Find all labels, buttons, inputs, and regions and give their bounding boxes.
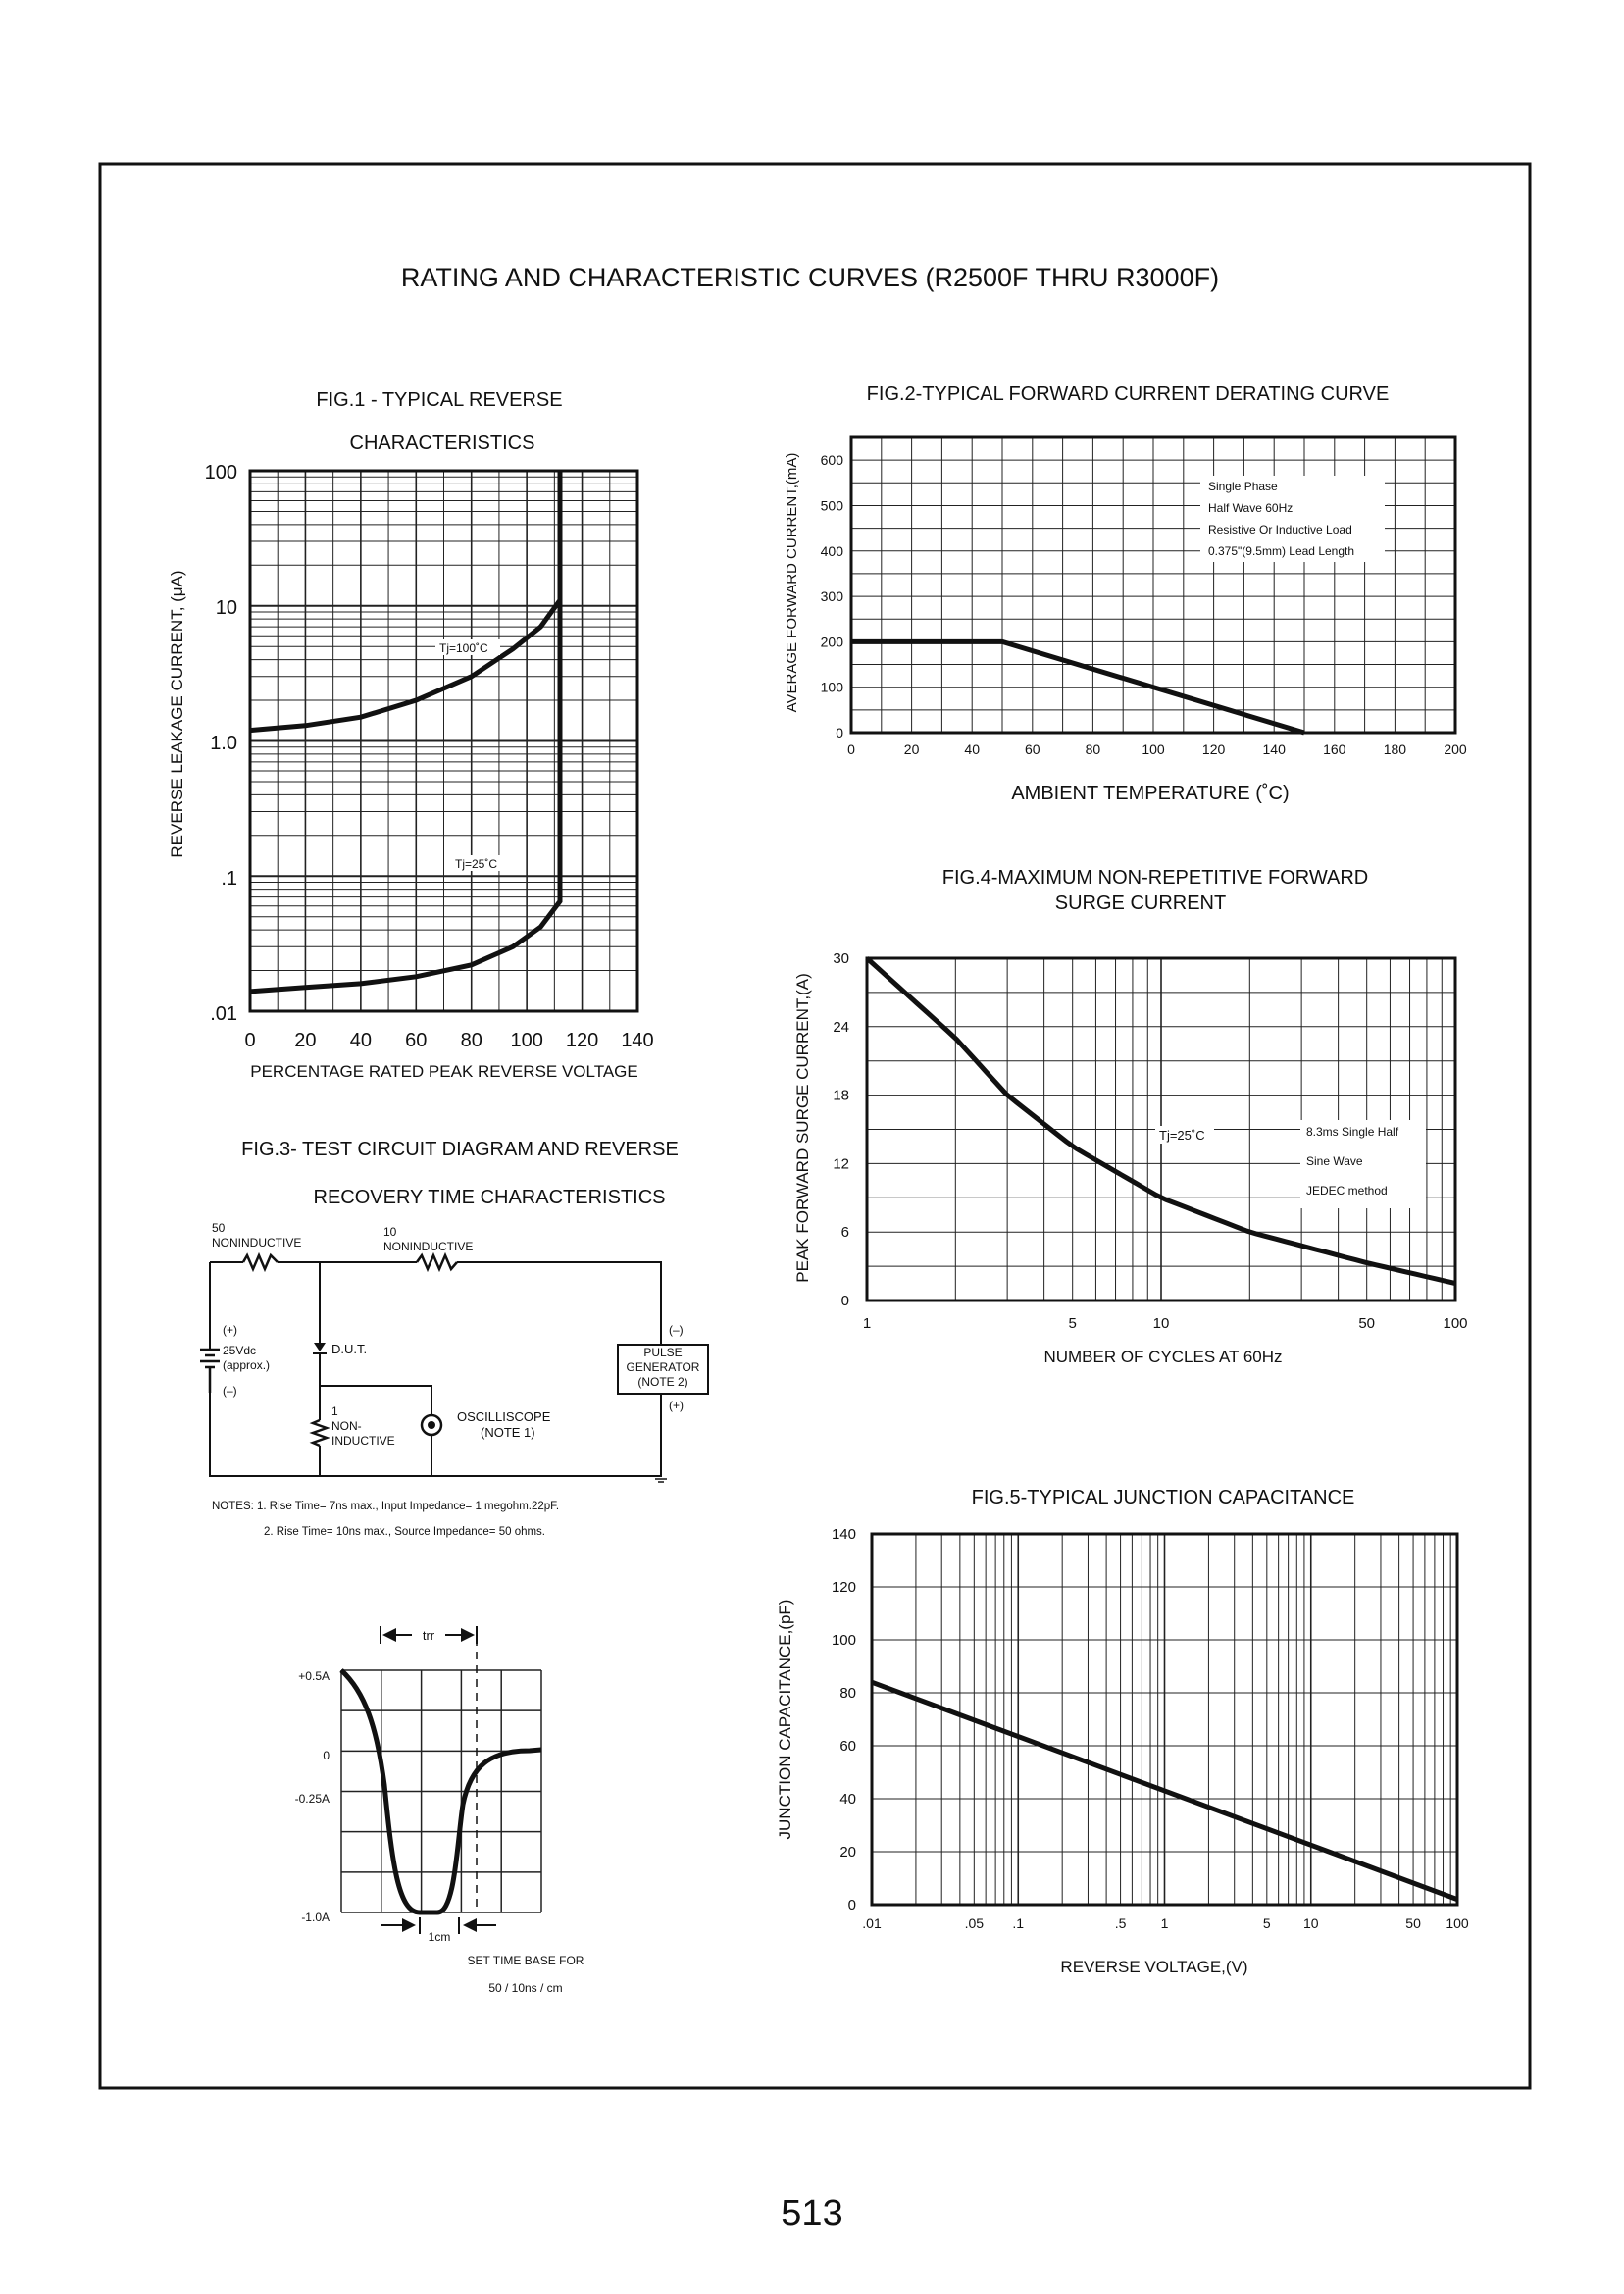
source-value-label: 25Vdc xyxy=(223,1344,257,1357)
level-0: 0 xyxy=(323,1749,330,1762)
fig5-xtick-label: 10 xyxy=(1302,1915,1319,1931)
fig4-ytick-label: 18 xyxy=(833,1087,849,1104)
battery-symbol xyxy=(200,1350,220,1393)
fig1-xtick-label: 140 xyxy=(621,1030,654,1051)
fig1-ytick-100: 100 xyxy=(204,462,237,484)
fig4-title-line1: FIG.4-MAXIMUM NON-REPETITIVE FORWARD xyxy=(941,867,1369,889)
fig5-ytick-label: 80 xyxy=(839,1685,856,1702)
circuit-wires xyxy=(210,1262,661,1476)
source-minus-label: (–) xyxy=(223,1384,237,1398)
fig4-x-tick-labels xyxy=(863,1315,1468,1332)
fig4-ytick-label: 30 xyxy=(833,950,849,967)
fig2-xtick-label: 200 xyxy=(1444,741,1467,757)
ground-symbol xyxy=(655,1479,667,1482)
fig2-xtick-label: 80 xyxy=(1085,741,1101,757)
fig5-junction-capacitance-chart xyxy=(776,1487,1469,1976)
one-cm-label: 1cm xyxy=(428,1930,451,1944)
fig2-ytick-label: 0 xyxy=(836,725,843,740)
fig1-ytick-1: 1.0 xyxy=(210,733,237,754)
oscilloscope-symbol xyxy=(422,1415,441,1435)
fig4-note-1: 8.3ms Single Half xyxy=(1306,1125,1399,1139)
pulse-generator-label-3: (NOTE 2) xyxy=(637,1375,688,1389)
pulse-generator-label-1: PULSE xyxy=(643,1346,683,1359)
fig2-note-3: Resistive Or Inductive Load xyxy=(1208,523,1352,536)
pulse-generator-label-2: GENERATOR xyxy=(626,1360,700,1374)
fig5-xtick-label: 100 xyxy=(1446,1915,1469,1931)
fig5-xtick-label: .5 xyxy=(1114,1915,1127,1931)
fig4-ytick-label: 12 xyxy=(833,1155,849,1173)
fig4-x-axis-label: NUMBER OF CYCLES AT 60Hz xyxy=(1043,1348,1283,1366)
fig5-y-axis-label: JUNCTION CAPACITANCE,(pF) xyxy=(776,1599,794,1840)
r3-type-label-1: NON- xyxy=(331,1419,362,1433)
resistor-r1 xyxy=(243,1255,278,1269)
fig3-test-circuit-diagram xyxy=(200,1139,708,1995)
fig2-xtick-label: 180 xyxy=(1383,741,1407,757)
source-plus-label: (+) xyxy=(223,1323,237,1337)
fig2-derating-chart xyxy=(784,383,1467,804)
fig5-xtick-label: 5 xyxy=(1262,1915,1271,1931)
fig2-xtick-label: 0 xyxy=(847,741,855,757)
fig5-x-axis-label: REVERSE VOLTAGE,(V) xyxy=(1060,1958,1248,1976)
fig5-xtick-label: .01 xyxy=(862,1915,882,1931)
fig5-xtick-label: 50 xyxy=(1405,1915,1421,1931)
timebase-label-2: 50 / 10ns / cm xyxy=(488,1981,563,1995)
fig5-ytick-label: 20 xyxy=(839,1844,856,1861)
fig2-xtick-label: 120 xyxy=(1201,741,1226,757)
fig1-curve-tj25 xyxy=(250,471,560,992)
fig2-xtick-label: 20 xyxy=(903,741,920,757)
fig2-x-axis-label: AMBIENT TEMPERATURE (˚C) xyxy=(1011,783,1290,804)
fig2-xtick-label: 40 xyxy=(964,741,980,757)
fig3-note-1: NOTES: 1. Rise Time= 7ns max., Input Impedance= 1 megohm.22pF. xyxy=(212,1501,560,1512)
generator-plus-label: (+) xyxy=(669,1399,684,1412)
oscilloscope-label-1: OSCILLISCOPE xyxy=(457,1409,551,1424)
fig1-y-axis-label: REVERSE LEAKAGE CURRENT, (μA) xyxy=(168,570,186,858)
fig1-xtick-label: 120 xyxy=(565,1030,599,1051)
fig5-ytick-label: 60 xyxy=(839,1738,856,1755)
fig1-x-axis-label: PERCENTAGE RATED PEAK REVERSE VOLTAGE xyxy=(250,1062,638,1081)
fig2-ytick-label: 300 xyxy=(820,588,843,605)
waveform-grid xyxy=(341,1670,541,1912)
fig4-y-tick-labels xyxy=(833,950,849,1309)
fig2-ytick-label: 500 xyxy=(820,497,843,514)
fig2-note-4: 0.375"(9.5mm) Lead Length xyxy=(1208,544,1355,558)
level-plus-0-5a: +0.5A xyxy=(298,1669,330,1683)
fig1-xtick-label: 60 xyxy=(405,1030,428,1051)
dut-label: D.U.T. xyxy=(331,1342,368,1356)
source-note-label: (approx.) xyxy=(223,1358,271,1372)
r1-type-label: NONINDUCTIVE xyxy=(212,1236,302,1249)
fig3-title-line1: FIG.3- TEST CIRCUIT DIAGRAM AND REVERSE xyxy=(241,1139,679,1160)
fig2-y-axis-label: AVERAGE FORWARD CURRENT,(mA) xyxy=(784,452,800,713)
fig2-note-2: Half Wave 60Hz xyxy=(1208,501,1294,515)
dut-diode-symbol xyxy=(313,1343,327,1353)
fig1-ytick-10: 10 xyxy=(215,597,237,619)
oscilloscope-label-2: (NOTE 1) xyxy=(481,1425,535,1440)
fig4-xtick-label: 5 xyxy=(1068,1315,1077,1332)
fig1-xtick-label: 80 xyxy=(460,1030,482,1051)
r1-value-label: 50 xyxy=(212,1221,226,1235)
fig2-xtick-label: 60 xyxy=(1025,741,1040,757)
fig2-ytick-label: 200 xyxy=(820,634,843,650)
fig1-curve-label-tj100: Tj=100˚C xyxy=(439,641,488,655)
fig5-x-tick-labels xyxy=(862,1915,1469,1931)
timebase-label-1: SET TIME BASE FOR xyxy=(467,1954,584,1967)
fig4-xtick-label: 50 xyxy=(1358,1315,1376,1332)
fig4-ytick-label: 24 xyxy=(833,1018,849,1036)
r2-type-label: NONINDUCTIVE xyxy=(383,1240,474,1253)
fig5-ytick-label: 40 xyxy=(839,1791,856,1808)
fig3-title-line2: RECOVERY TIME CHARACTERISTICS xyxy=(313,1187,666,1208)
resistor-r3 xyxy=(313,1420,327,1446)
fig5-ytick-label: 120 xyxy=(831,1579,856,1596)
fig1-ytick-0-01: .01 xyxy=(210,1003,237,1025)
fig4-note-3: JEDEC method xyxy=(1306,1184,1388,1198)
fig2-title: FIG.2-TYPICAL FORWARD CURRENT DERATING CURVE xyxy=(866,383,1390,405)
fig1-ytick-0-1: .1 xyxy=(221,868,237,890)
fig1-title-line1: FIG.1 - TYPICAL REVERSE xyxy=(316,389,563,411)
fig4-ytick-label: 0 xyxy=(840,1293,849,1309)
fig4-y-axis-label: PEAK FORWARD SURGE CURRENT,(A) xyxy=(793,973,812,1283)
fig1-xtick-label: 40 xyxy=(349,1030,372,1051)
fig2-xtick-label: 140 xyxy=(1262,741,1286,757)
fig1-curve-tj100 xyxy=(250,471,560,731)
r3-type-label-2: INDUCTIVE xyxy=(331,1434,395,1448)
fig1-xtick-label: 100 xyxy=(510,1030,543,1051)
fig1-reverse-characteristics-chart xyxy=(168,389,654,1081)
fig5-xtick-label: 1 xyxy=(1160,1915,1169,1931)
fig1-grid xyxy=(250,471,637,1011)
fig5-xtick-label: .05 xyxy=(964,1915,985,1931)
fig2-y-tick-labels xyxy=(821,452,844,740)
fig2-x-tick-labels xyxy=(847,741,1467,757)
r2-value-label: 10 xyxy=(383,1225,397,1239)
r3-value-label: 1 xyxy=(331,1404,338,1418)
fig5-ytick-label: 140 xyxy=(831,1526,856,1543)
fig5-ytick-label: 100 xyxy=(831,1632,856,1649)
trr-label: trr xyxy=(422,1628,435,1643)
fig1-xtick-label: 20 xyxy=(294,1030,317,1051)
page-number: 513 xyxy=(781,2193,843,2234)
fig4-curve-label: Tj=25˚C xyxy=(1159,1128,1205,1143)
fig5-ytick-label: 0 xyxy=(847,1897,856,1913)
fig4-note-2: Sine Wave xyxy=(1306,1154,1363,1168)
fig5-xtick-label: .1 xyxy=(1012,1915,1025,1931)
fig4-surge-current-chart xyxy=(793,867,1468,1366)
fig4-ytick-label: 6 xyxy=(840,1224,849,1242)
fig5-title: FIG.5-TYPICAL JUNCTION CAPACITANCE xyxy=(971,1487,1355,1508)
fig1-xtick-label: 0 xyxy=(244,1030,256,1051)
fig4-title-line2: SURGE CURRENT xyxy=(1054,892,1227,914)
fig4-xtick-label: 100 xyxy=(1443,1315,1468,1332)
fig2-note-1: Single Phase xyxy=(1208,480,1278,493)
generator-minus-label: (–) xyxy=(669,1323,684,1337)
fig2-xtick-label: 160 xyxy=(1323,741,1346,757)
page-title: RATING AND CHARACTERISTIC CURVES (R2500F THRU R3000F) xyxy=(400,263,1220,292)
fig5-grid xyxy=(872,1534,1457,1905)
fig1-x-tick-labels xyxy=(244,1030,653,1051)
fig2-ytick-label: 100 xyxy=(820,679,843,695)
fig1-curve-label-tj25: Tj=25˚C xyxy=(455,857,498,871)
fig5-y-tick-labels xyxy=(832,1526,856,1913)
level-minus-0-25a: -0.25A xyxy=(294,1792,330,1806)
fig2-xtick-label: 100 xyxy=(1142,741,1165,757)
fig3-note-2: 2. Rise Time= 10ns max., Source Impedance= 50 ohms. xyxy=(264,1526,546,1538)
resistor-r2 xyxy=(417,1255,457,1269)
fig1-title-line2: CHARACTERISTICS xyxy=(349,433,535,454)
fig4-xtick-label: 10 xyxy=(1152,1315,1170,1332)
fig2-ytick-label: 400 xyxy=(820,542,843,559)
fig2-ytick-label: 600 xyxy=(820,452,843,469)
level-minus-1-0a: -1.0A xyxy=(301,1911,330,1924)
fig4-xtick-label: 1 xyxy=(862,1315,872,1332)
